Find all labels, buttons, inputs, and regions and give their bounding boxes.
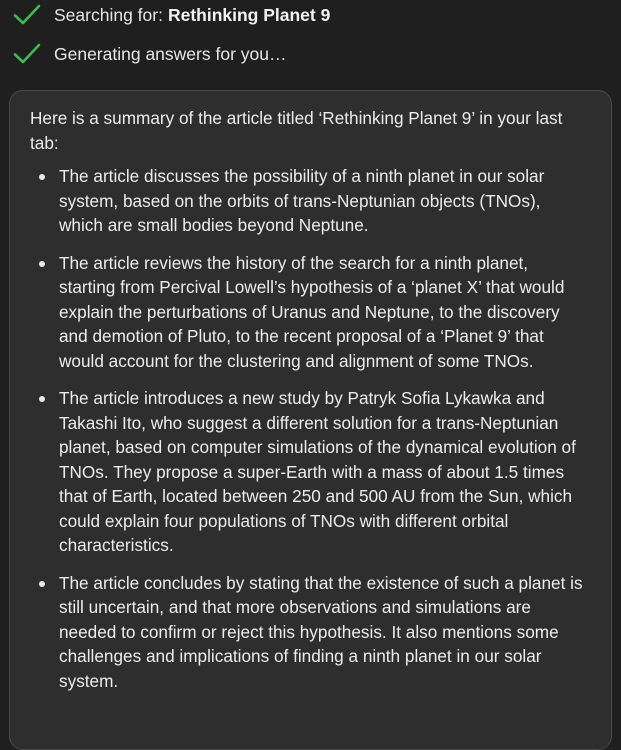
list-item <box>30 164 589 238</box>
bullet-icon <box>39 396 45 402</box>
bullet-text: The article concludes by stating that the existence of such a planet is still uncertain, and that more observations and simulations are needed to confirm or reject this hypothesis. It also mentions some challenges and implications of finding a ninth planet in our solar system. <box>59 572 583 691</box>
status-searching-label: Searching for: <box>54 4 163 25</box>
bullet-text: The article reviews the history of the search for a ninth planet, starting from Percival Lowell’s hypothesis of a ‘planet X’ that would explain the perturbations of Uranus and Neptune, to the discovery and demotion of Pluto, to the recent proposal of a ‘Planet 9’ that would account for the clustering and alignment of some TNOs. <box>59 252 565 371</box>
status-searching <box>12 2 612 28</box>
bullet-icon <box>39 261 45 267</box>
list-item <box>30 571 589 694</box>
check-icon <box>12 3 42 27</box>
bullet-text: The article discusses the possibility of a ninth planet in our solar system, based on the orbits of trans-Neptunian objects (TNOs), which are small bodies beyond Neptune. <box>59 166 545 235</box>
progress-status-list <box>12 2 612 80</box>
list-item <box>30 251 589 374</box>
answer-bullet-list <box>30 164 589 693</box>
bullet-icon <box>39 581 45 587</box>
search-query: Rethinking Planet 9 <box>167 4 331 25</box>
answer-card <box>9 90 612 750</box>
answer-intro: Here is a summary of the article titled ‘Rethinking Planet 9’ in your last tab: <box>30 108 563 153</box>
list-item <box>30 386 589 558</box>
bullet-icon <box>39 174 45 180</box>
status-generating-label: Generating answers for you… <box>54 43 287 64</box>
status-generating <box>12 41 612 67</box>
check-icon <box>12 42 42 66</box>
bullet-text: The article introduces a new study by Patryk Sofia Lykawka and Takashi Ito, who suggest a different solution for a trans-Neptunian planet, based on computer simulations of the dynamical evolution of TNOs. They propose a super-Earth with a mass of about 1.5 times that of Earth, located between 250 and 500 AU from the Sun, which could explain four populations of TNOs with different orbital characteristics. <box>59 388 576 555</box>
